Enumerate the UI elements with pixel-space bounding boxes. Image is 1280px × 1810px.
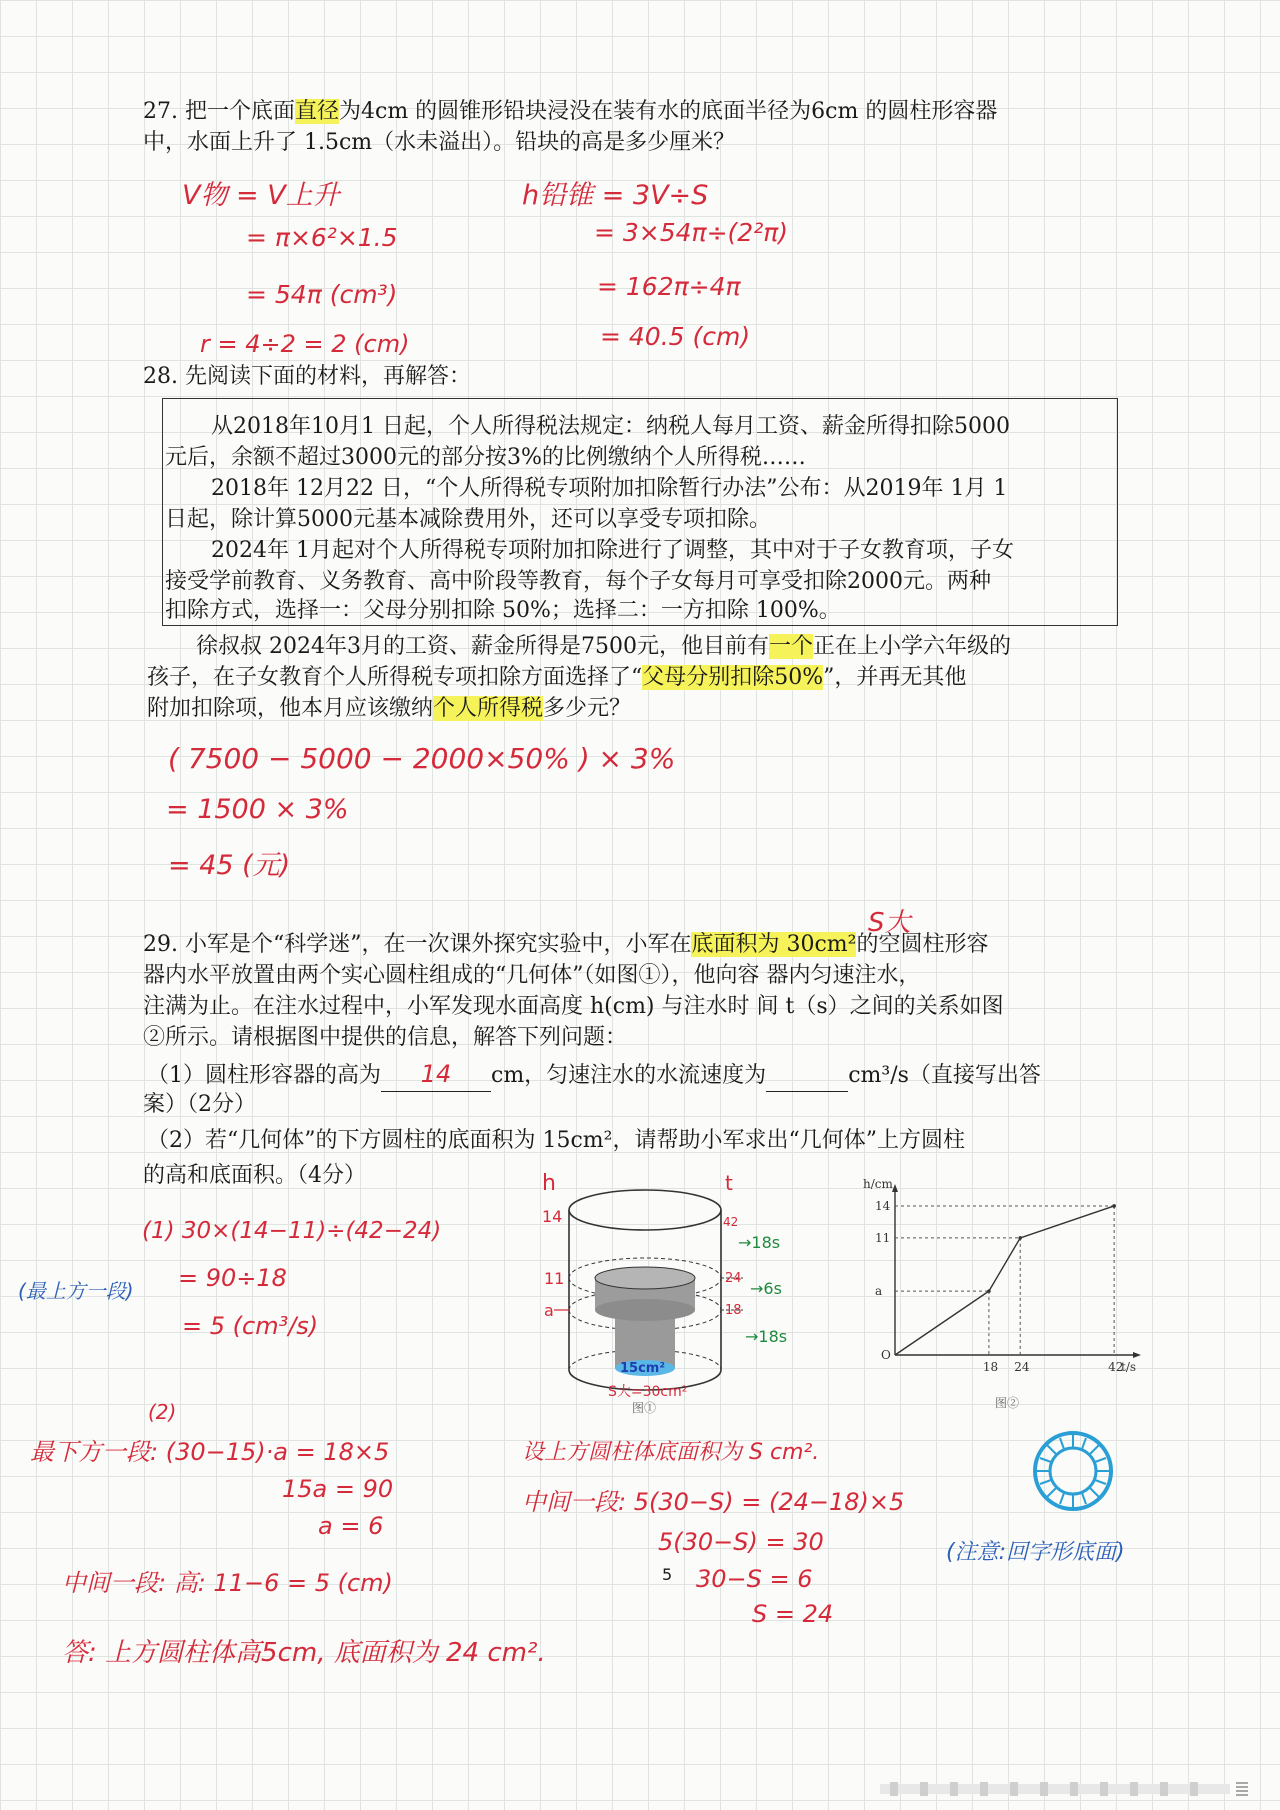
q28-box-line-1: 从2018年10月1 日起，个人所得税法规定：纳税人每月工资、薪金所得扣除5000 — [211, 414, 1010, 439]
y-tick-label: 14 — [875, 1198, 891, 1213]
q29-work2-margin-5: 5 — [662, 1565, 673, 1584]
q28-box-line-3: 2018年 12月22 日，“个人所得税专项附加扣除暂行办法”公布：从2019年 1月 1 — [211, 476, 1008, 501]
q29-line-3: 注满为止。在注水过程中，小军发现水面高度 h(cm) 与注水时 间 t（s）之间的关系如图 — [143, 994, 1004, 1019]
figure-1-container — [540, 1170, 840, 1415]
q27-work-right-3: = 162π÷4π — [597, 272, 741, 301]
container-top-rim — [569, 1190, 721, 1230]
answer-blank-rate[interactable] — [766, 1061, 848, 1092]
q29-work2-left-3: a = 6 — [318, 1512, 384, 1540]
q28-box-line-7: 扣除方式，选择一：父母分别扣除 50%；选择二：一方扣除 100%。 — [165, 598, 841, 623]
q28-para-line-2: 孩子，在子女教育个人所得税专项扣除方面选择了“父母分别扣除50%”，并再无其他 — [147, 665, 967, 690]
q28-work-2: = 1500 × 3% — [166, 794, 349, 825]
x-tick-label: 42 — [1108, 1360, 1124, 1374]
q28-box-line-6: 接受学前教育、义务教育、高中阶段等教育，每个子女每月可享受扣除2000元。两种 — [165, 569, 991, 594]
q29-work2-right-1: 设上方圆柱体底面积为 S cm². — [522, 1440, 820, 1465]
q27-work-left-4: r = 4÷2 = 2 (cm) — [200, 330, 410, 358]
figure-2-chart — [855, 1170, 1155, 1415]
q29-work2-left-2: 15a = 90 — [282, 1475, 394, 1503]
q27-work-right-4: = 40.5 (cm) — [600, 322, 751, 351]
q29-work1-line-3: = 5 (cm³/s) — [182, 1312, 319, 1340]
q29-work2-right-4: 30−S = 6 — [696, 1565, 813, 1593]
q27-work-right-1: h铅锥 = 3V÷S — [522, 180, 709, 211]
q29-work1-note: (最上方一段) — [18, 1279, 134, 1303]
fig1-rate-1: →18s — [738, 1233, 781, 1252]
q29-work2-right-2: 中间一段: 5(30−S) = (24−18)×5 — [522, 1488, 905, 1516]
q27-line1: 27. 把一个底面直径为4cm 的圆锥形铅块浸没在装有水的底面半径为6cm 的圆柱形容器 — [143, 99, 998, 124]
q28-work-3: = 45 (元) — [168, 850, 291, 881]
q27-work-left-1: V物 = V上升 — [182, 180, 340, 211]
x-tick-label: 18 — [982, 1360, 999, 1374]
fig1-mark-11: 11 — [544, 1269, 565, 1288]
q29-work2-right-3: 5(30−S) = 30 — [658, 1528, 824, 1556]
q29-line-2: 器内水平放置由两个实心圆柱组成的“几何体”（如图①），他向容 器内匀速注水， — [143, 963, 921, 988]
fig1-s-big: S大=30cm² — [608, 1384, 688, 1400]
fig2-caption: 图② — [995, 1396, 1020, 1410]
q29-sub1-line-1: （1）圆柱形容器的高为 14 cm，匀速注水的水流速度为 cm³/s（直接写出答 — [147, 1059, 1041, 1092]
fig1-mark-24: 24 — [725, 1271, 742, 1286]
series-line — [895, 1206, 1114, 1355]
highlight-one-child: 一个 — [768, 634, 813, 659]
fig1-mark-18: 18 — [725, 1303, 742, 1318]
y-tick-label: 11 — [875, 1230, 891, 1245]
q29-answer: 答: 上方圆柱体高5cm, 底面积为 24 cm². — [62, 1638, 546, 1668]
y-tick-label: a — [875, 1284, 883, 1299]
fig1-t-label: t — [725, 1171, 733, 1195]
y-axis-arrow — [892, 1184, 898, 1192]
q29-work2-left-4: 中间一段: 高: 11−6 = 5 (cm) — [62, 1569, 393, 1597]
q29-sub2-line-1: （2）若“几何体”的下方圆柱的底面积为 15cm²，请帮助小军求出“几何体”上方圆柱 — [147, 1128, 965, 1153]
x-tick-label: 24 — [1014, 1360, 1030, 1374]
q29-work1-line-1: (1) 30×(14−11)÷(42−24) — [142, 1218, 442, 1244]
fig1-mark-14: 14 — [542, 1207, 563, 1226]
q28-work-1: ( 7500 − 5000 − 2000×50% ) × 3% — [168, 742, 676, 775]
fig1-rate-3: →18s — [745, 1327, 788, 1346]
data-point — [1112, 1204, 1116, 1208]
q27-work-left-2: = π×6²×1.5 — [246, 223, 398, 252]
x-tick-label: O — [881, 1348, 891, 1362]
q29-line-4: ②所示。请根据图中提供的信息，解答下列问题： — [143, 1025, 628, 1050]
bottom-ruler-bar — [880, 1780, 1250, 1798]
y-axis-label: h/cm — [863, 1177, 893, 1191]
q29-sub2-line-2: 的高和底面积。（4分） — [143, 1163, 366, 1188]
ring-base-sketch — [1030, 1428, 1116, 1514]
fig1-h-label: h — [542, 1171, 556, 1196]
q29-note: (注意:回字形底面) — [946, 1540, 1125, 1565]
q29-line-1: 29. 小军是个“科学迷”，在一次课外探究实验中，小军在底面积为 30cm²的空圆柱形容 — [143, 932, 989, 957]
highlight-income-tax: 个人所得税 — [433, 696, 544, 721]
data-point — [1018, 1236, 1022, 1240]
data-point — [987, 1289, 991, 1293]
q29-work2-left-1: 最下方一段: (30−15)·a = 18×5 — [30, 1438, 390, 1466]
q29-sub1-line-2: 案）（2分） — [143, 1092, 256, 1117]
fig1-mark-42: 42 — [723, 1215, 739, 1229]
x-axis-arrow — [1133, 1352, 1141, 1358]
highlight-base-area: 底面积为 30cm² — [691, 932, 857, 957]
q29-work2-right-5: S = 24 — [752, 1600, 834, 1628]
q29-work2-label: (2) — [148, 1400, 177, 1424]
q28-title: 28. 先阅读下面的材料，再解答： — [143, 364, 471, 389]
fig1-bottom-area: 15cm² — [620, 1361, 666, 1376]
q28-box-line-4: 日起，除计算5000元基本减除费用外，还可以享受专项扣除。 — [165, 507, 771, 532]
q28-box-line-5: 2024年 1月起对个人所得税专项附加扣除进行了调整，其中对于子女教育项，子女 — [211, 538, 1014, 563]
q28-para-line-3: 附加扣除项，他本月应该缴纳个人所得税多少元？ — [147, 696, 632, 721]
x-axis-label: t/s — [1121, 1360, 1137, 1374]
q29-s-annotation: S大 — [868, 908, 911, 938]
fig1-mark-a: a — [544, 1301, 554, 1320]
highlight-diameter: 直径 — [294, 99, 339, 124]
q27-line2: 中，水面上升了 1.5cm（水未溢出）。铅块的高是多少厘米？ — [143, 130, 736, 155]
fig1-rate-2: →6s — [750, 1279, 782, 1298]
q27-work-left-3: = 54π (cm³) — [246, 280, 398, 309]
fig1-caption: 图① — [632, 1401, 657, 1415]
q28-box-line-2: 元后，余额不超过3000元的部分按3%的比例缴纳个人所得税…… — [165, 445, 806, 470]
q29-work1-line-2: = 90÷18 — [178, 1264, 287, 1292]
highlight-deduction: 父母分别扣除50% — [642, 665, 824, 690]
q27-work-right-2: = 3×54π÷(2²π) — [594, 218, 789, 247]
answer-blank-height[interactable]: 14 — [381, 1059, 491, 1092]
q28-para-line-1: 徐叔叔 2024年3月的工资、薪金所得是7500元，他目前有一个正在上小学六年级的 — [196, 634, 1011, 659]
